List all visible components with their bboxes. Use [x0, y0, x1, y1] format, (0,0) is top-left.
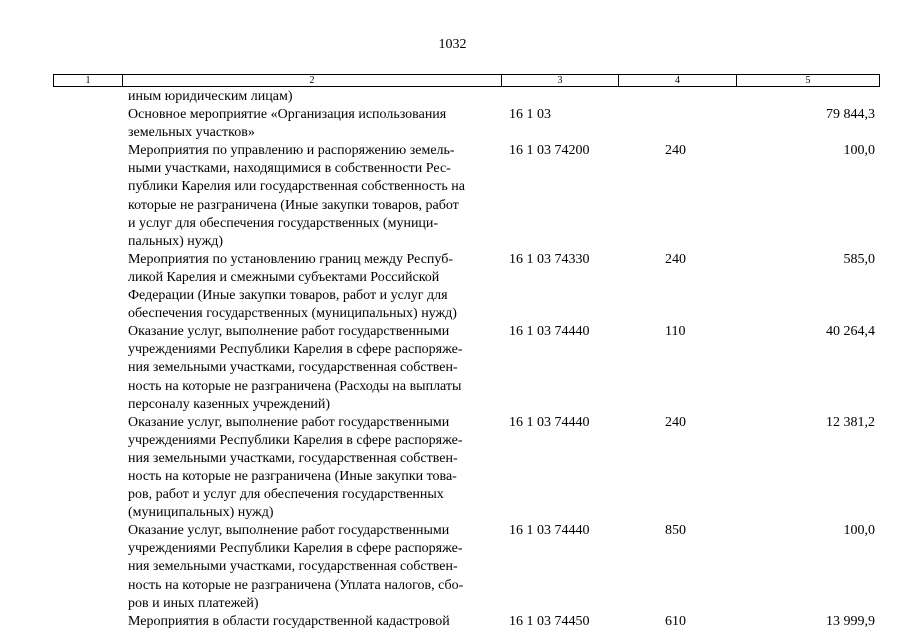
table-row: [0, 414, 905, 523]
table-column-header: [53, 74, 880, 87]
table-row: [0, 323, 905, 413]
column-number-3: 3: [502, 75, 619, 86]
row-name: Мероприятия в области государственной кадастровой: [128, 613, 450, 629]
row-name: Оказание услуг, выполнение работ государственными учреждениями Республики Карелия в сфере распоряже- ния земельными участками, государственная собствен- ность на которые не разграничена (Расходы на выплаты персоналу казенных учреждений): [128, 324, 463, 412]
row-amount: 12 381,2: [826, 414, 875, 430]
row-amount: 585,0: [843, 251, 875, 267]
row-name: Мероприятия по управлению и распоряжению земель- ными участками, находящимися в собственности Рес- публики Карелия или государственная собственность на которые не разграничена (Иные закупки товаров, работ и услуг для обеспечения государственных (муници- пальных) нужд): [128, 143, 465, 249]
row-code: 16 1 03: [509, 107, 551, 123]
column-number-2: 2: [123, 75, 502, 86]
row-name: Основное мероприятие «Организация использования земельных участков»: [128, 107, 447, 141]
row-expense-type: 240: [665, 251, 686, 267]
row-name: иным юридическим лицам): [128, 89, 293, 104]
row-code: 16 1 03 74330: [509, 251, 590, 267]
budget-table-body: [0, 88, 905, 631]
row-expense-type: 110: [665, 324, 686, 340]
row-code: 16 1 03 74200: [509, 143, 590, 159]
row-code: 16 1 03 74440: [509, 324, 590, 340]
row-name: Оказание услуг, выполнение работ государственными учреждениями Республики Карелия в сфере распоряже- ния земельными участками, государственная собствен- ность на которые не разграничена (Иные закупки това- ров, работ и услуг для обеспечения государственных (муниципальных) нужд): [128, 414, 463, 521]
row-code: 16 1 03 74440: [509, 414, 590, 430]
table-row: [0, 522, 905, 612]
row-expense-type: 850: [665, 523, 686, 539]
row-amount: 13 999,9: [826, 613, 875, 629]
row-amount: 100,0: [843, 143, 875, 159]
table-row: [0, 613, 905, 631]
row-code: 16 1 03 74440: [509, 523, 590, 539]
row-expense-type: 240: [665, 143, 686, 159]
table-row: [0, 142, 905, 251]
row-expense-type: 610: [665, 613, 686, 629]
column-number-4: 4: [619, 75, 737, 86]
row-amount: 100,0: [843, 523, 875, 539]
row-expense-type: 240: [665, 414, 686, 430]
table-row: [0, 88, 905, 106]
page-number: 1032: [438, 37, 467, 52]
column-number-1: 1: [54, 75, 123, 86]
table-row: [0, 251, 905, 323]
row-amount: 79 844,3: [826, 107, 875, 123]
table-row: [0, 106, 905, 142]
column-number-5: 5: [805, 75, 811, 86]
row-code: 16 1 03 74450: [509, 613, 590, 629]
row-name: Оказание услуг, выполнение работ государственными учреждениями Республики Карелия в сфере распоряже- ния земельными участками, государственная собствен- ность на которые не разграничена (Уплата налогов, сбо- ров и иных платежей): [128, 523, 464, 611]
row-name: Мероприятия по установлению границ между Респуб- ликой Карелия и смежными субъектами Российской Федерации (Иные закупки товаров, работ и услуг для обеспечения государственных (муниципальных) нужд): [128, 251, 457, 322]
row-amount: 40 264,4: [826, 324, 875, 340]
